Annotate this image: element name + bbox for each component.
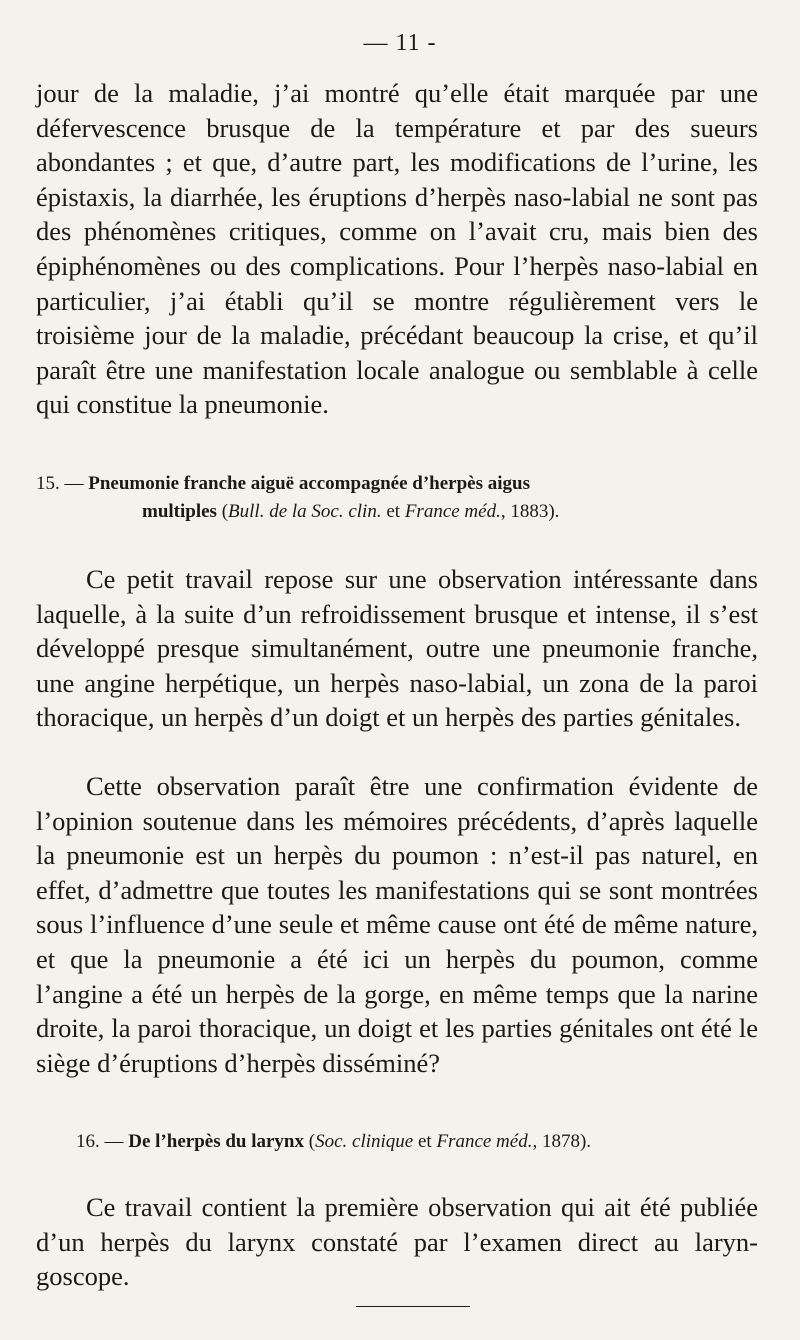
entry-number: 15. [36, 473, 60, 494]
paragraph-larynx: Ce travail contient la première observation qui ait été publiée d’un herpès du larynx constaté par l’examen direct au laryn-goscope. [36, 1192, 758, 1292]
paragraph-observation: Ce petit travail repose sur une observation intéressante dans laquelle, à la suite d’un refroidissement brusque et intense, il s’est développé presque simultanément, outre une pneumonie franche, une angine herpétique, un herpès naso-labial, un zona de la paroi thoracique, un herpès d’un doigt et un herpès des parties génitales. [36, 564, 758, 733]
entry-title: De l’herpès du larynx [128, 1131, 304, 1152]
entry-dash: — [104, 1131, 124, 1152]
closing-rule [356, 1306, 470, 1307]
bibliography-entry-15 [36, 470, 758, 526]
page-number: — 11 - [363, 30, 437, 56]
paragraph-pneumonia-crisis: jour de la maladie, j’ai montré qu’elle était marquée par une défervescence brusque de la température et par des sueurs abondantes ; et que, d’autre part, les modifications de l’urine, les épistaxis, la diarrhée, les éruptions d’herpès naso-labial ne sont pas des phénomènes critiques, comme on l’avait cru, mais bien des épiphénomènes ou des complications. Pour l’herpès naso-labial en particulier, j’ai établi qu’il se montre régulièrement vers le troisième jour de la maladie, précédant beaucoup la crise, et qu’il paraît être une manifestation locale analogue ou semblable à celle qui constitue la pneumonie. [36, 78, 758, 420]
entry-dash: — [64, 473, 84, 494]
entry-reference: (Bull. de la Soc. clin. et France méd., 1883). [221, 501, 560, 522]
paragraph-confirmation: Cette observation paraît être une confirmation évidente de l’opinion soutenue dans les mémoires précédents, d’après laquelle la pneumonie est un herpès du poumon : n’est-il pas naturel, en effet, d’admettre que toutes les manifestations qui se sont montrées sous l’influence d’une seule et même cause ont été de même nature, et que la pneumonie a été ici un herpès du poumon, comme l’angine a été un herpès de la gorge, en même temps que la narine droite, la paroi thoracique, un doigt et les parties génitales ont été le siège d’éruptions d’herpès disséminé? [36, 771, 758, 1078]
bibliography-entry-16 [36, 1128, 758, 1156]
entry-reference: (Soc. clinique et France méd., 1878). [304, 1131, 592, 1152]
entry-number: 16. [76, 1131, 100, 1152]
entry-title: Pneumonie franche aiguë accompagnée d’herpès aigus [88, 473, 530, 494]
entry-title-continued: multiples [142, 501, 217, 522]
